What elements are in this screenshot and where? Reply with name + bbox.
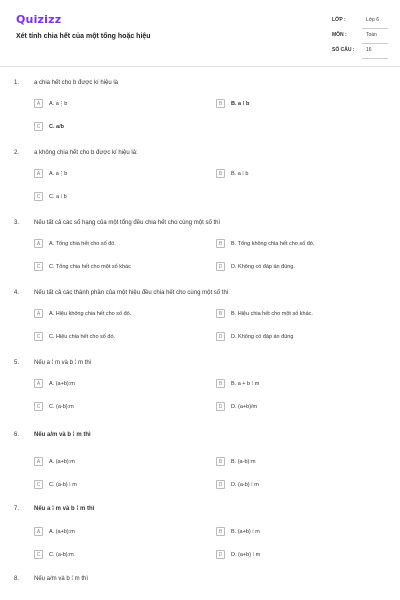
option-letter-box: C (34, 480, 43, 489)
option-text: C. (a-b):m (49, 403, 74, 410)
question-text: Nếu tất cả các thành phần của một hiệu đều chia hết cho cùng một số thì (34, 290, 229, 296)
option-letter-box: B (216, 527, 225, 536)
meta-underline (362, 58, 388, 59)
answer-option-c[interactable] (34, 480, 204, 490)
question-number: 8. (14, 576, 20, 582)
meta-count (332, 44, 392, 58)
answer-option-b[interactable] (216, 457, 386, 467)
answer-option-d[interactable] (216, 480, 386, 490)
option-letter-box: A (34, 457, 43, 466)
option-text: A. Hiệu không chia hết cho số đó. (49, 310, 132, 317)
option-text: A. (a+b):m (49, 528, 75, 535)
answer-option-c[interactable] (34, 402, 204, 412)
question-number: 5. (14, 360, 20, 366)
answer-option-b[interactable] (216, 99, 386, 109)
question-text: Nếu a ⁞ m và b ⁞ m thì (34, 360, 92, 366)
answer-option-c[interactable] (34, 122, 204, 132)
answer-option-d[interactable] (216, 262, 386, 272)
question-text: Nếu a/m và b ⁞ m thì (34, 432, 91, 438)
option-letter-box: C (34, 122, 43, 131)
option-letter-box: B (216, 169, 225, 178)
option-text: C. Tổng chia hết cho một số khác (49, 263, 131, 270)
option-text: B. a + b ⁞ m (231, 380, 260, 387)
question-number: 2. (14, 150, 20, 156)
answer-option-d[interactable] (216, 402, 386, 412)
question-number: 4. (14, 290, 20, 296)
meta-underline (362, 28, 388, 29)
option-text: A. a⋮b (49, 170, 68, 177)
option-text: B. a ⁞ b (231, 170, 249, 177)
answer-option-b[interactable] (216, 379, 386, 389)
option-letter-box: D (216, 480, 225, 489)
meta-value: Lớp 6 (366, 17, 380, 23)
option-text: D. Không có đáp án đúng. (231, 263, 295, 270)
answer-option-b[interactable] (216, 309, 386, 319)
option-text: C. a ⁞ b (49, 193, 67, 200)
question-text: Nếu a/m và b ⁞ m thì (34, 576, 89, 582)
option-text: C. a/b (49, 123, 64, 130)
question-text: Nếu a ⁞ m và b ⁞ m thì (34, 506, 95, 512)
answer-option-a[interactable] (34, 457, 204, 467)
option-letter-box: B (216, 309, 225, 318)
option-letter-box: C (34, 402, 43, 411)
option-letter-box: A (34, 169, 43, 178)
option-text: A. (a+b):m (49, 380, 75, 387)
option-letter-box: D (216, 332, 225, 341)
answer-option-b[interactable] (216, 527, 386, 537)
option-letter-box: C (34, 262, 43, 271)
option-letter-box: A (34, 99, 43, 108)
option-text: B. Hiệu chia hết cho một số khác. (231, 310, 313, 317)
question-number: 3. (14, 220, 20, 226)
option-letter-box: B (216, 457, 225, 466)
option-text: C. (a-b) ⁞ m (49, 481, 77, 488)
question-text: a chia hết cho b được kí hiệu là (34, 80, 118, 86)
answer-option-a[interactable] (34, 309, 204, 319)
answer-option-a[interactable] (34, 239, 204, 249)
option-letter-box: D (216, 550, 225, 559)
answer-option-d[interactable] (216, 550, 386, 560)
option-text: D. (a-b) ⁞ m (231, 481, 259, 488)
answer-option-a[interactable] (34, 379, 204, 389)
option-text: D. Không có đáp án đúng (231, 333, 294, 340)
meta-label: MÔN : (332, 32, 347, 38)
question-number: 7. (14, 506, 20, 512)
option-letter-box: B (216, 239, 225, 248)
question-text: a không chia hết cho b được kí hiệu là: (34, 150, 138, 156)
meta-class (332, 14, 392, 28)
answer-option-c[interactable] (34, 332, 204, 342)
option-letter-box: C (34, 550, 43, 559)
option-letter-box: B (216, 379, 225, 388)
option-letter-box: A (34, 309, 43, 318)
option-text: C. (a-b):m (49, 551, 74, 558)
option-letter-box: C (34, 192, 43, 201)
option-letter-box: A (34, 239, 43, 248)
meta-label: SỐ CÂU : (332, 47, 355, 53)
question-text: Nếu tất cả các số hạng của một tổng đều chia hết cho cùng một số thì (34, 220, 221, 226)
option-letter-box: A (34, 527, 43, 536)
question-number: 6. (14, 432, 20, 438)
answer-option-c[interactable] (34, 262, 204, 272)
worksheet-title: Xét tính chia hết của một tổng hoặc hiệu (16, 33, 151, 40)
header-divider (0, 66, 400, 67)
answer-option-b[interactable] (216, 169, 386, 179)
answer-option-b[interactable] (216, 239, 386, 249)
question-number: 1. (14, 80, 20, 86)
option-text: A. a⋮b (49, 100, 68, 107)
answer-option-c[interactable] (34, 550, 204, 560)
worksheet-header (0, 0, 400, 66)
option-text: B. (a-b):m (231, 458, 256, 465)
answer-option-a[interactable] (34, 99, 204, 109)
meta-label: LỚP : (332, 17, 346, 23)
option-text: B. a ⁞ b (231, 100, 250, 107)
option-letter-box: C (34, 332, 43, 341)
option-text: B. Tổng không chia hết cho số đó. (231, 240, 315, 247)
answer-option-c[interactable] (34, 192, 204, 202)
option-text: C. Hiệu chia hết cho số đó. (49, 333, 116, 340)
answer-option-a[interactable] (34, 169, 204, 179)
option-letter-box: D (216, 402, 225, 411)
meta-subject (332, 29, 392, 43)
answer-option-d[interactable] (216, 332, 386, 342)
quizizz-logo: Quizizz (16, 13, 62, 26)
meta-underline (362, 43, 388, 44)
answer-option-a[interactable] (34, 527, 204, 537)
meta-value: 16 (366, 47, 372, 53)
option-text: A. (a+b):m (49, 458, 75, 465)
option-letter-box: A (34, 379, 43, 388)
option-letter-box: D (216, 262, 225, 271)
option-text: D. (a+b) ⁞ m (231, 551, 261, 558)
meta-value: Toán (366, 32, 377, 38)
option-text: A. Tổng chia hết cho số đó. (49, 240, 116, 247)
option-text: D. (a+b)/m (231, 403, 258, 410)
option-letter-box: B (216, 99, 225, 108)
option-text: B. (a+b) ⁞ m (231, 528, 260, 535)
